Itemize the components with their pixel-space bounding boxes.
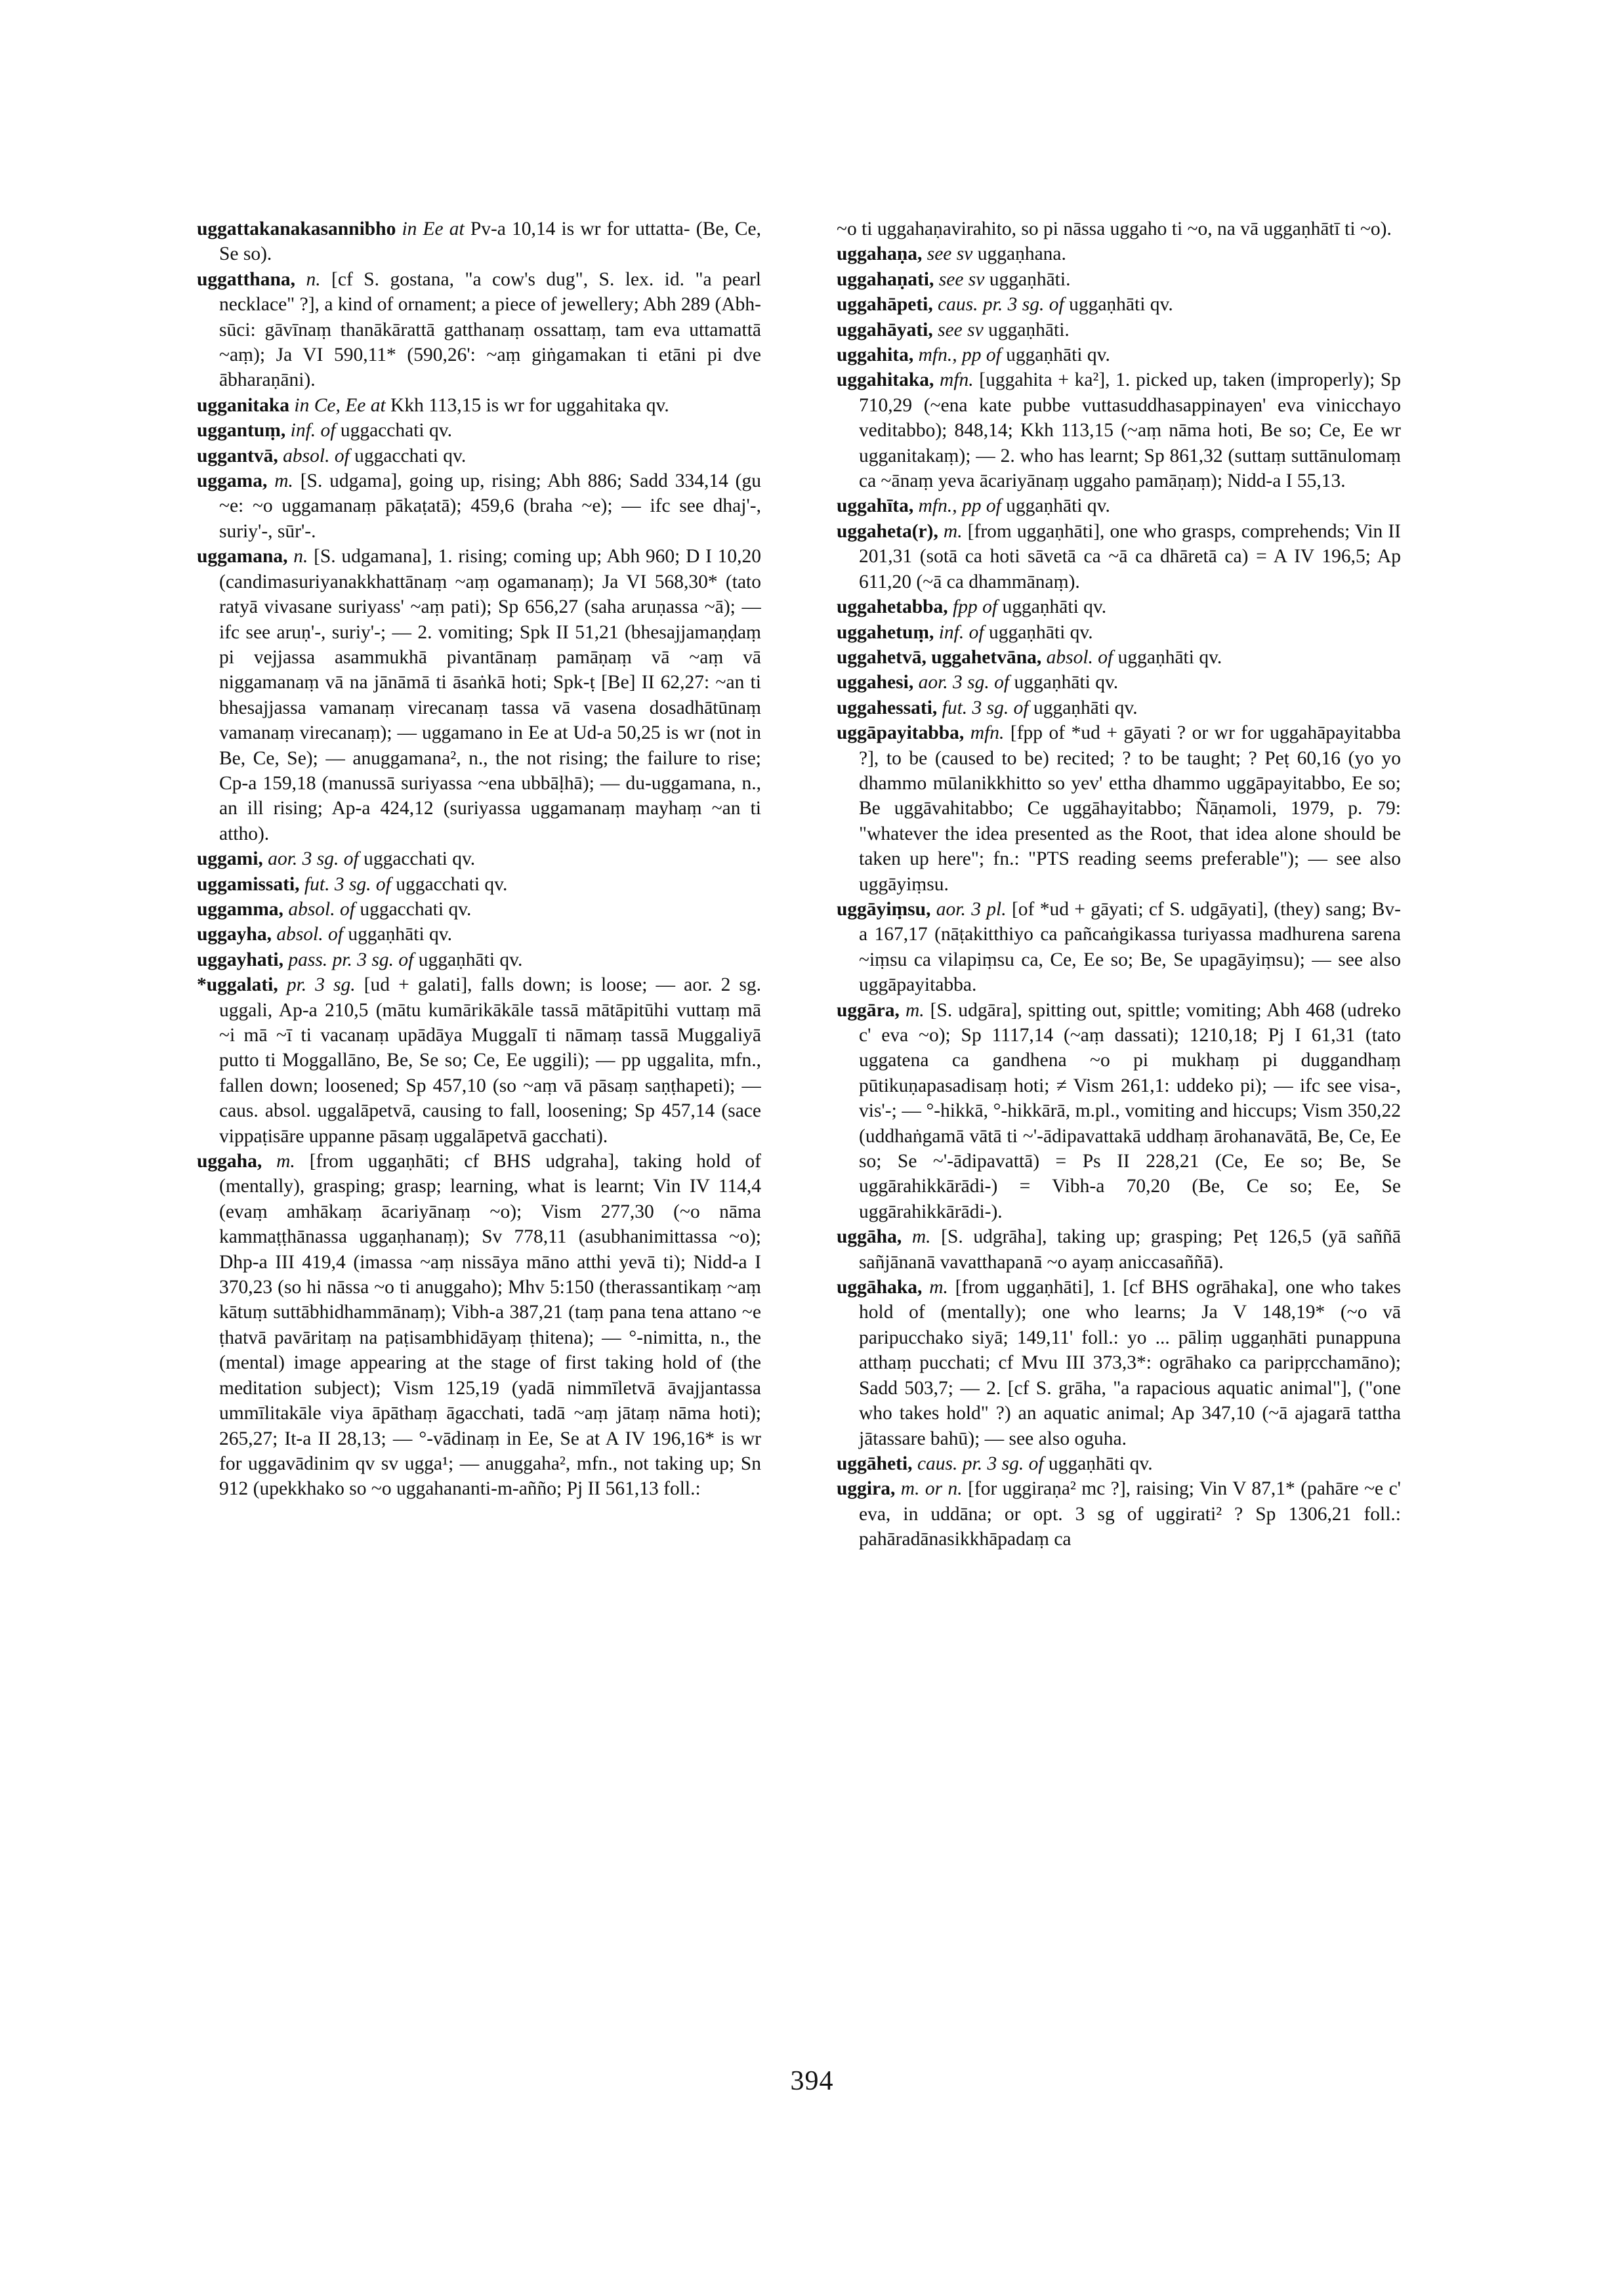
entry-headword: uggāpayitabba, <box>837 722 965 744</box>
entry-definition: [cf S. gostana, "a cow's dug", S. lex. id. "a pearl necklace" ?], a kind of ornament; a piece of jewellery; Abh 289 (Abh-sūci: gāvīnaṃ thanākārattā gatthanaṃ ossattaṃ, tam eva uttamattā ~aṃ); Ja VI 590,11* (590,26': ~aṃ giṅgamakan ti etāni pi dve ābharaṇāni). <box>219 268 761 391</box>
entry-grammar: m. or n. <box>900 1478 963 1500</box>
page-number: 394 <box>790 2066 834 2096</box>
entry-definition: uggacchati qv. <box>335 420 452 442</box>
entry-grammar: inf. of <box>938 621 984 643</box>
entry-definition: [ud + galati], falls down; is loose; — aor. 2 sg. uggali, Ap-a 210,5 (mātu kumārikākāle tassā mātāpitūhi vuttaṃ mā ~i mā ~ī ti vacanaṃ upādāya Muggalī ti nāmaṃ tassā Muggaliyā putto ti Moggallāno, Be, Se so; Ce, Ee uggili); — pp uggalita, mfn., fallen down; loosened; Sp 457,10 (so ~aṃ vā pāsaṃ saṇṭhapeti); — caus. absol. uggalāpetvā, causing to fall, loosening; Sp 457,14 (sace vippaṭisāre uppanne pāsaṃ uggalāpetvā gacchati). <box>219 974 761 1147</box>
entry-grammar: mfn. <box>970 722 1005 744</box>
entry-definition: uggacchati qv. <box>390 873 508 895</box>
entry-definition: Kkh 113,15 is wr for uggahitaka qv. <box>385 394 669 416</box>
right-column <box>837 217 1401 2099</box>
dictionary-entry <box>197 393 761 418</box>
entry-headword: ugganitaka <box>197 394 289 416</box>
entry-grammar: n. <box>306 268 321 290</box>
entry-headword: uggahetuṃ, <box>837 621 934 643</box>
entry-headword: uggāyiṃsu, <box>837 898 931 920</box>
entry-definition: uggaṇhāti qv. <box>1009 672 1119 693</box>
entry-definition: uggaṇhāti qv. <box>1113 646 1222 668</box>
entry-headword: uggāhaka, <box>837 1277 923 1298</box>
dictionary-entry <box>197 468 761 544</box>
dictionary-entry <box>837 594 1401 619</box>
entry-headword: uggama, <box>197 470 268 492</box>
entry-headword: uggahāpeti, <box>837 294 933 316</box>
entry-grammar: aor. 3 sg. of <box>268 848 359 870</box>
entry-headword: uggayhati, <box>197 949 283 970</box>
entry-grammar: mfn., pp of <box>918 495 1001 517</box>
entry-headword: uggira, <box>837 1478 896 1500</box>
entry-definition: [from uggaṇhāti], 1. [cf BHS ogrāhaka], one who takes hold of (mentally); one who learns; Ja V 148,19* (~o vā paripucchako siyā; 149,11' foll.: yo ... pāliṃ uggaṇhāti punappuna atthaṃ pucchati; cf Mvu III 373,3*: ogrāhako ca paripṛcchamāno); Sadd 503,7; — 2. [cf S. grāha, "a rapacious aquatic animal"], ("one who takes hold" ?) an aquatic animal; Ap 347,10 (~ā ajagarā tattha jātassare bahū); — see also oguha. <box>859 1277 1401 1449</box>
entry-grammar: inf. of <box>290 420 336 442</box>
dictionary-entry <box>837 1451 1401 1476</box>
entry-definition: [S. udgrāha], taking up; grasping; Peṭ 126,5 (yā saññā sañjānanā vavatthapanā ~o ayaṃ aniccasaññā). <box>859 1226 1401 1273</box>
entry-grammar: caus. pr. 3 sg. of <box>917 1453 1044 1474</box>
entry-headword: uggāra, <box>837 999 900 1021</box>
entry-grammar: aor. 3 sg. of <box>918 672 1010 693</box>
entry-grammar: absol. of <box>276 924 343 945</box>
entry-definition: [S. udgamana], 1. rising; coming up; Abh 960; D I 10,20 (candimasuriyanakkhattānaṃ ~aṃ ogamanaṃ); Ja VI 568,30* (tato ratyā vivasane suriyass' ~aṃ pati); Sp 656,27 (saha aruṇassa ~ā); — ifc see aruṇ'-, suriy'-; — 2. vomiting; Spk II 51,21 (bhesajjamaṇḍaṃ pi vejjassa asammukhā pivantānaṃ pamāṇaṃ vā ~aṃ vā niggamanaṃ vā na jānāmā ti āsaṅkā hoti; Spk-ṭ [Be] II 62,27: ~an ti bhesajjassa vamanaṃ virecanaṃ tassa vā vasena dosadhātūnaṃ vamanaṃ virecanaṃ); — uggamano in Ee at Ud-a 50,25 is wr (not in Be, Ce, Se); — anuggamana², n., the not rising; the failure to rise; Cp-a 159,18 (manussā suriyassa ~ena ubbāḷhā); — du-uggamana, n., an ill rising; Ap-a 424,12 (suriyassa uggamanaṃ mayhaṃ ~an ti attho). <box>219 546 761 844</box>
dictionary-entry <box>197 418 761 443</box>
left-column <box>197 217 761 2099</box>
dictionary-entry <box>837 1224 1401 1275</box>
dictionary-entry <box>197 444 761 468</box>
entry-headword: uggahīta, <box>837 495 914 517</box>
dictionary-entry <box>197 267 761 393</box>
dictionary-entry <box>837 292 1401 317</box>
entry-definition: uggacchati qv. <box>354 898 472 920</box>
dictionary-entry <box>197 972 761 1149</box>
dictionary-entry <box>837 217 1401 241</box>
entry-headword: uggahaṇati, <box>837 268 934 290</box>
dictionary-entry <box>837 1275 1401 1451</box>
dictionary-entry <box>837 1476 1401 1552</box>
entry-headword: uggaheta(r), <box>837 520 938 542</box>
entry-headword: uggāha, <box>837 1226 902 1248</box>
entry-definition: uggaṇhāti qv. <box>1064 294 1173 316</box>
entry-headword: uggahitaka, <box>837 369 934 391</box>
entry-grammar: n. <box>293 546 308 568</box>
entry-headword: uggantuṃ, <box>197 420 286 442</box>
entry-headword: uggahaṇa, <box>837 243 923 265</box>
entry-definition: uggaṇhāti. <box>984 268 1071 290</box>
dictionary-entry <box>837 267 1401 292</box>
dictionary-entry <box>197 947 761 972</box>
entry-grammar: absol. of <box>283 445 350 466</box>
entry-grammar: fpp of <box>953 596 998 618</box>
entry-definition: uggaṇhāti qv. <box>984 621 1093 643</box>
entry-definition: [from uggaṇhāti; cf BHS udgraha], taking hold of (mentally), grasping; grasp; learning, what is learnt; Vin IV 114,4 (evaṃ amhākaṃ ācariyānaṃ ~o); Vism 277,30 (~o nāma kammaṭṭhānassa uggaṇhanaṃ); Sv 778,11 (asubhanimittassa ~o); Dhp-a III 419,4 (imassa ~aṃ nissāya māno atthi yevā ti); Nidd-a I 370,23 (so hi nāssa ~o ti anuggaho); Mhv 5:150 (therassantikaṃ ~aṃ kātuṃ suttābhidhammānaṃ); Vibh-a 387,21 (taṃ pana tena attano ~e ṭhatvā pavāritaṃ na paṭisambhidāyaṃ ṭhitena); — °-nimitta, n., the (mental) image appearing at the stage of first taking hold of (the meditation subject); Vism 125,19 (yadā nimmīletvā āvajjantassa ummīlitakāle viya āpāthaṃ āgacchati, tadā ~aṃ jātaṃ nāma hoti); 265,27; It-a II 28,13; — °-vādinaṃ in Ee, Se at A IV 196,16* is wr for uggavādinim qv sv ugga¹; — anuggaha², mfn., not taking up; Sn 912 (upekkhako so ~o uggahananti-m-añño; Pj II 561,13 foll.: <box>219 1151 761 1500</box>
entry-definition: uggacchati qv. <box>349 445 467 466</box>
entry-definition: uggaṇhāti qv. <box>1001 495 1110 517</box>
entry-grammar: m. <box>274 470 293 492</box>
entry-headword: uggahita, <box>837 344 914 366</box>
dictionary-entry <box>837 620 1401 645</box>
entry-headword: uggattakanakasannibho <box>197 218 396 239</box>
dictionary-entry <box>837 318 1401 342</box>
entry-grammar: m. <box>911 1226 931 1248</box>
entry-grammar: see sv <box>927 243 973 265</box>
dictionary-entry <box>837 519 1401 594</box>
dictionary-entry <box>197 217 761 267</box>
dictionary-entry <box>197 897 761 922</box>
entry-headword: uggayha, <box>197 924 272 945</box>
entry-grammar: in Ee at <box>402 218 465 239</box>
entry-definition: uggaṇhāti qv. <box>997 596 1107 618</box>
entry-definition: ~o ti uggahaṇavirahito, so pi nāssa uggaho ti ~o, na vā uggaṇhātī ti ~o). <box>837 218 1392 239</box>
entry-definition: [for uggiraṇa² mc ?], raising; Vin V 87,1* (pahāre ~e c' eva, in uddāna; or opt. 3 sg of uggirati² ? Sp 1306,21 foll.: pahāradānasikkhāpadaṃ ca <box>859 1478 1401 1550</box>
entry-definition: uggaṇhāti qv. <box>413 949 523 970</box>
dictionary-entry <box>197 872 761 897</box>
dictionary-entry <box>837 998 1401 1225</box>
entry-definition: [S. udgama], going up, rising; Abh 886; Sadd 334,14 (gu ~e: ~o uggamanaṃ pākaṭatā); 459,6 (braha ~e); — ifc see dhaj'-, suriy'-, sūr'-. <box>219 470 761 542</box>
dictionary-entry <box>837 493 1401 518</box>
entry-headword: uggamissati, <box>197 873 300 895</box>
dictionary-entry <box>837 695 1401 720</box>
entry-definition: uggaṇhāti qv. <box>1001 344 1110 366</box>
entry-grammar: m. <box>905 999 925 1021</box>
dictionary-entry <box>837 367 1401 493</box>
entry-headword: uggahetabba, <box>837 596 948 618</box>
entry-grammar: pr. 3 sg. <box>286 974 356 996</box>
entry-definition: uggacchati qv. <box>358 848 476 870</box>
entry-grammar: aor. 3 pl. <box>936 898 1007 920</box>
entry-definition: uggaṇhāti qv. <box>343 924 452 945</box>
entry-definition: uggaṇhana. <box>972 243 1066 265</box>
entry-definition: uggaṇhāti. <box>983 319 1070 341</box>
entry-grammar: mfn. <box>940 369 974 391</box>
dictionary-entry <box>837 897 1401 998</box>
entry-headword: uggahessati, <box>837 697 938 718</box>
entry-definition: uggaṇhāti qv. <box>1028 697 1138 718</box>
entry-grammar: caus. pr. 3 sg. of <box>938 294 1064 316</box>
dictionary-entry <box>837 670 1401 695</box>
entry-grammar: m. <box>276 1151 295 1172</box>
entry-grammar: m. <box>929 1277 948 1298</box>
dictionary-entry <box>837 720 1401 897</box>
dictionary-entry <box>837 241 1401 266</box>
dictionary-entry <box>197 846 761 871</box>
entry-definition: Pv-a 10,14 is wr for uttatta- (Be, Ce, Se so). <box>219 218 761 265</box>
entry-definition: [from uggaṇhāti], one who grasps, comprehends; Vin II 201,31 (sotā ca hoti sāvetā ca ~ā ca dhāretā ca) = A IV 196,5; Ap 611,20 (~ā ca dhammānaṃ). <box>859 520 1401 592</box>
entry-definition: uggaṇhāti qv. <box>1043 1453 1153 1474</box>
entry-headword: uggahesi, <box>837 672 914 693</box>
entry-headword: uggantvā, <box>197 445 278 466</box>
entry-headword: uggamma, <box>197 898 283 920</box>
entry-definition: [of *ud + gāyati; cf S. udgāyati], (they) sang; Bv-a 167,17 (nāṭakitthiyo ca pañcaṅgikassa turiyassa madhurena sarena ~iṃsu ca vilapiṃsu ca, Ce, Ee so; Be, Se upagāyiṃsu); — see also uggāpayitabba. <box>859 898 1401 996</box>
entry-headword: uggamana, <box>197 546 288 568</box>
entry-grammar: in Ce, Ee at <box>294 394 386 416</box>
entry-grammar: absol. of <box>288 898 355 920</box>
dictionary-entry <box>837 342 1401 367</box>
dictionary-entry <box>197 922 761 947</box>
dictionary-entry <box>197 544 761 846</box>
entry-definition: [S. udgāra], spitting out, spittle; vomiting; Abh 468 (udreko c' eva ~o); Sp 1117,14 (~aṃ dassati); 1210,18; Pj I 61,31 (tato uggatena ca gandhena ~o pi mukhaṃ pi duggandhaṃ pūtikuṇapasadisaṃ hoti; ≠ Vism 261,1: uddeko pi); — ifc see visa-, vis'-; — °-hikkā, °-hikkārā, m.pl., vomiting and hiccups; Vism 350,22 (uddhaṅgamā vātā ti ~'-ādipavattakā uddhaṃ ārohanavātā, Be, Ce, Ee so; Se ~'-ādipavattā) = Ps II 228,21 (Ce, Ee so; Be, Se uggārahikkārādi-) = Vibh-a 70,20 (Be, Ce so; Ee, Se uggārahikkārādi-). <box>859 999 1401 1222</box>
dictionary-entry <box>837 645 1401 670</box>
entry-grammar: fut. 3 sg. of <box>304 873 391 895</box>
entry-grammar: fut. 3 sg. of <box>942 697 1029 718</box>
entry-definition: [uggahita + ka²], 1. picked up, taken (improperly); Sp 710,29 (~ena kate pubbe vuttasuddhasappinayen' eva vinicchayo veditabbo); 848,14; Kkh 113,15 (~aṃ nāma hoti, Be so; Ce, Ee wr ugganitakaṃ); — 2. who has learnt; Sp 861,32 (suttaṃ suttānulomaṃ ca ~ānaṃ yeva ācariyānaṃ uggaho pamāṇaṃ); Nidd-a I 55,13. <box>859 369 1401 492</box>
entry-headword: uggāheti, <box>837 1453 913 1474</box>
dictionary-entry <box>197 1149 761 1502</box>
entry-headword: uggatthana, <box>197 268 295 290</box>
entry-headword: uggami, <box>197 848 263 870</box>
entry-grammar: see sv <box>938 319 984 341</box>
entry-headword: uggaha, <box>197 1151 262 1172</box>
entry-grammar: absol. of <box>1046 646 1114 668</box>
entry-grammar: mfn., pp of <box>918 344 1001 366</box>
entry-headword: uggahāyati, <box>837 319 933 341</box>
entry-definition: [fpp of *ud + gāyati ? or wr for uggahāpayitabba ?], to be (caused to be) recited; ? to be taught; ? Peṭ 60,16 (yo yo dhammo mūlanikkhitto so yev' ettha dhammo uggāpayitabbo, Ee so; Be uggāvahitabbo; Ce uggāhayitabbo; Ñāṇamoli, 1979, p. 79: "whatever the idea presented as the Root, that idea alone should be taken up here"; fn.: "PTS reading seems preferable"); — see also uggāyiṃsu. <box>859 722 1401 895</box>
entry-headword: uggahetvā, uggahetvāna, <box>837 646 1042 668</box>
entry-headword: *uggalati, <box>197 974 278 996</box>
entry-grammar: m. <box>943 520 963 542</box>
entry-grammar: see sv <box>938 268 985 290</box>
entry-grammar: pass. pr. 3 sg. of <box>288 949 414 970</box>
